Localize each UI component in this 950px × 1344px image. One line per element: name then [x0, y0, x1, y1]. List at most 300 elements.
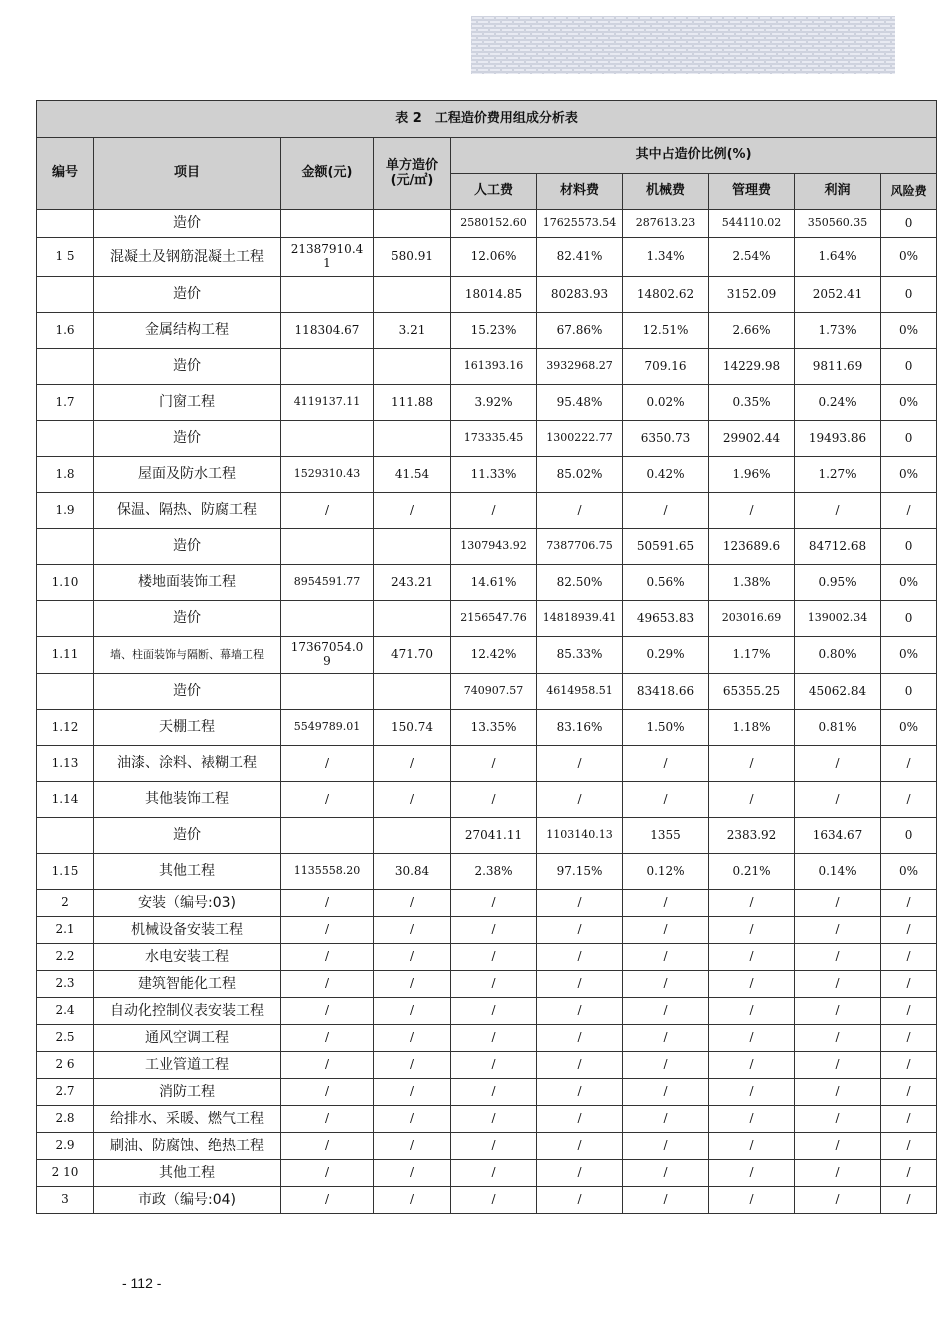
cell-amount: / — [281, 1187, 374, 1214]
cell-amount: 17367054.09 — [281, 637, 374, 674]
table-row — [37, 421, 937, 457]
cell-profit: / — [795, 1187, 881, 1214]
cell-amount — [281, 421, 374, 457]
table-row — [37, 1052, 937, 1079]
cell-management: / — [709, 1160, 795, 1187]
cell-machine: 287613.23 — [623, 210, 709, 238]
cell-risk: 0% — [881, 385, 937, 421]
cell-no — [37, 349, 94, 385]
cell-machine: 0.29% — [623, 637, 709, 674]
cell-labor: / — [451, 944, 537, 971]
cell-management: 65355.25 — [709, 674, 795, 710]
cell-item: 机械设备安装工程 — [94, 917, 281, 944]
cell-labor: 1307943.92 — [451, 529, 537, 565]
cell-management: / — [709, 746, 795, 782]
cell-unit-cost: / — [374, 1160, 451, 1187]
cell-profit: 1.73% — [795, 313, 881, 349]
table-row — [37, 710, 937, 746]
cell-material: 95.48% — [537, 385, 623, 421]
cell-risk: 0 — [881, 349, 937, 385]
cell-risk: / — [881, 782, 937, 818]
cell-material: / — [537, 917, 623, 944]
cell-item: 楼地面装饰工程 — [94, 565, 281, 601]
cell-no: 1.14 — [37, 782, 94, 818]
cell-risk: / — [881, 493, 937, 529]
cell-management: / — [709, 1133, 795, 1160]
cell-management: / — [709, 493, 795, 529]
cell-machine: 1355 — [623, 818, 709, 854]
cell-profit: / — [795, 1052, 881, 1079]
cell-material: 1300222.77 — [537, 421, 623, 457]
cell-risk: / — [881, 1133, 937, 1160]
cell-item: 建筑智能化工程 — [94, 971, 281, 998]
cell-item: 其他工程 — [94, 1160, 281, 1187]
cell-no — [37, 421, 94, 457]
cell-material: 85.33% — [537, 637, 623, 674]
cell-unit-cost — [374, 601, 451, 637]
cell-item: 混凝土及钢筋混凝土工程 — [94, 238, 281, 277]
cell-risk: / — [881, 1025, 937, 1052]
cell-item: 油漆、涂料、裱糊工程 — [94, 746, 281, 782]
cell-machine: 83418.66 — [623, 674, 709, 710]
cell-machine: / — [623, 493, 709, 529]
table-row — [37, 210, 937, 238]
cell-amount — [281, 277, 374, 313]
cell-machine: 12.51% — [623, 313, 709, 349]
table-row — [37, 493, 937, 529]
cell-amount — [281, 210, 374, 238]
header-risk: 风险费 — [881, 174, 937, 210]
cell-risk: 0 — [881, 601, 937, 637]
cell-item: 墙、柱面装饰与隔断、幕墙工程 — [94, 637, 281, 674]
header-material: 材料费 — [537, 174, 623, 210]
cell-labor: / — [451, 998, 537, 1025]
cell-material: / — [537, 1052, 623, 1079]
cell-management: 203016.69 — [709, 601, 795, 637]
cell-profit: / — [795, 1160, 881, 1187]
cell-profit: 2052.41 — [795, 277, 881, 313]
cell-item: 金属结构工程 — [94, 313, 281, 349]
cell-no: 1.13 — [37, 746, 94, 782]
cell-amount: 1529310.43 — [281, 457, 374, 493]
cell-risk: / — [881, 1160, 937, 1187]
cell-no — [37, 818, 94, 854]
header-unit-cost — [374, 138, 451, 210]
cell-item: 造价 — [94, 421, 281, 457]
cell-management: / — [709, 1106, 795, 1133]
page-number: - 112 - — [122, 1275, 162, 1291]
cell-profit: / — [795, 1133, 881, 1160]
cell-machine: / — [623, 1160, 709, 1187]
cell-risk: / — [881, 944, 937, 971]
cell-material: 67.86% — [537, 313, 623, 349]
cell-material: / — [537, 746, 623, 782]
cell-risk: / — [881, 998, 937, 1025]
cell-management: 1.96% — [709, 457, 795, 493]
cell-material: / — [537, 1160, 623, 1187]
cell-unit-cost: / — [374, 944, 451, 971]
cell-risk: 0 — [881, 210, 937, 238]
cell-no: 2.3 — [37, 971, 94, 998]
cell-no: 2 10 — [37, 1160, 94, 1187]
cell-management: 1.18% — [709, 710, 795, 746]
cell-unit-cost: 150.74 — [374, 710, 451, 746]
cell-unit-cost: / — [374, 1187, 451, 1214]
cost-analysis-table — [36, 100, 937, 1214]
cell-labor: 11.33% — [451, 457, 537, 493]
cell-labor: / — [451, 1187, 537, 1214]
table-title: 表 2 工程造价费用组成分析表 — [37, 101, 937, 138]
cell-management: / — [709, 944, 795, 971]
cell-unit-cost — [374, 421, 451, 457]
cell-profit: 139002.34 — [795, 601, 881, 637]
cell-no — [37, 674, 94, 710]
cell-material: 1103140.13 — [537, 818, 623, 854]
cell-unit-cost: / — [374, 971, 451, 998]
cell-amount: / — [281, 1025, 374, 1052]
cell-amount — [281, 818, 374, 854]
header-brick-pattern — [471, 16, 895, 74]
cell-machine: 6350.73 — [623, 421, 709, 457]
cell-item: 通风空调工程 — [94, 1025, 281, 1052]
cell-amount — [281, 349, 374, 385]
cell-no: 2.5 — [37, 1025, 94, 1052]
cell-no: 1.6 — [37, 313, 94, 349]
cell-management: 1.38% — [709, 565, 795, 601]
cell-item: 水电安装工程 — [94, 944, 281, 971]
header-management: 管理费 — [709, 174, 795, 210]
cell-risk: 0 — [881, 818, 937, 854]
cell-amount — [281, 674, 374, 710]
cell-machine: 709.16 — [623, 349, 709, 385]
cell-management: 0.21% — [709, 854, 795, 890]
cell-unit-cost: / — [374, 493, 451, 529]
cell-labor: 12.42% — [451, 637, 537, 674]
cell-labor: 2.38% — [451, 854, 537, 890]
cell-risk: 0 — [881, 421, 937, 457]
cell-unit-cost: 471.70 — [374, 637, 451, 674]
cell-material: / — [537, 1079, 623, 1106]
table-row — [37, 854, 937, 890]
cell-material: / — [537, 998, 623, 1025]
cell-management: / — [709, 998, 795, 1025]
cell-unit-cost: / — [374, 1025, 451, 1052]
cell-amount: / — [281, 1160, 374, 1187]
cell-profit: / — [795, 890, 881, 917]
cell-unit-cost: 3.21 — [374, 313, 451, 349]
cell-amount: / — [281, 746, 374, 782]
header-profit: 利润 — [795, 174, 881, 210]
cell-machine: / — [623, 998, 709, 1025]
cell-management: 14229.98 — [709, 349, 795, 385]
cell-no: 2 — [37, 890, 94, 917]
table-row — [37, 1187, 937, 1214]
cell-item: 给排水、采暖、燃气工程 — [94, 1106, 281, 1133]
cell-item: 刷油、防腐蚀、绝热工程 — [94, 1133, 281, 1160]
cell-unit-cost — [374, 210, 451, 238]
table-row — [37, 746, 937, 782]
table-row — [37, 782, 937, 818]
cell-profit: 0.81% — [795, 710, 881, 746]
cell-item: 消防工程 — [94, 1079, 281, 1106]
cell-management: 3152.09 — [709, 277, 795, 313]
cell-profit: / — [795, 493, 881, 529]
cell-material: / — [537, 493, 623, 529]
cell-material: 85.02% — [537, 457, 623, 493]
table-row — [37, 971, 937, 998]
cell-labor: / — [451, 917, 537, 944]
cell-risk: 0% — [881, 313, 937, 349]
cell-amount: / — [281, 917, 374, 944]
cell-no: 1.12 — [37, 710, 94, 746]
cell-no: 2.8 — [37, 1106, 94, 1133]
cell-machine: 0.42% — [623, 457, 709, 493]
cell-machine: / — [623, 1052, 709, 1079]
cell-labor: 740907.57 — [451, 674, 537, 710]
cell-amount: 1135558.20 — [281, 854, 374, 890]
cell-machine: / — [623, 890, 709, 917]
cell-management: / — [709, 971, 795, 998]
cell-management: / — [709, 1025, 795, 1052]
cell-item: 造价 — [94, 210, 281, 238]
cell-unit-cost — [374, 277, 451, 313]
cell-machine: / — [623, 917, 709, 944]
cell-amount — [281, 601, 374, 637]
cell-no: 2.2 — [37, 944, 94, 971]
cell-unit-cost: / — [374, 917, 451, 944]
header-no: 编号 — [37, 138, 94, 210]
table-row — [37, 944, 937, 971]
cell-machine: 0.56% — [623, 565, 709, 601]
cell-profit: / — [795, 782, 881, 818]
cell-unit-cost: / — [374, 782, 451, 818]
cell-profit: 1634.67 — [795, 818, 881, 854]
cell-no — [37, 601, 94, 637]
cell-no: 1.15 — [37, 854, 94, 890]
cell-material: / — [537, 1187, 623, 1214]
cell-amount: 5549789.01 — [281, 710, 374, 746]
cell-risk: 0% — [881, 238, 937, 277]
cell-item: 造价 — [94, 601, 281, 637]
table-row — [37, 565, 937, 601]
cell-unit-cost: / — [374, 1106, 451, 1133]
cell-no: 3 — [37, 1187, 94, 1214]
table-row — [37, 601, 937, 637]
cell-no: 1.11 — [37, 637, 94, 674]
cell-unit-cost: 243.21 — [374, 565, 451, 601]
cell-item: 工业管道工程 — [94, 1052, 281, 1079]
table-row — [37, 818, 937, 854]
cell-unit-cost: / — [374, 1133, 451, 1160]
table-row — [37, 238, 937, 277]
cell-unit-cost: 111.88 — [374, 385, 451, 421]
cell-labor: / — [451, 1079, 537, 1106]
cell-item: 市政（编号:04) — [94, 1187, 281, 1214]
cell-item: 造价 — [94, 349, 281, 385]
cell-labor: 12.06% — [451, 238, 537, 277]
header-unit-cost-unit: (元/㎡) — [390, 172, 434, 188]
cell-amount: 8954591.77 — [281, 565, 374, 601]
cell-labor: 2156547.76 — [451, 601, 537, 637]
cell-labor: / — [451, 493, 537, 529]
cell-no: 2 6 — [37, 1052, 94, 1079]
cell-management: / — [709, 1079, 795, 1106]
cell-material: / — [537, 782, 623, 818]
cell-amount: / — [281, 1106, 374, 1133]
table-row — [37, 1160, 937, 1187]
table-row — [37, 998, 937, 1025]
cell-labor: 27041.11 — [451, 818, 537, 854]
cell-machine: 0.12% — [623, 854, 709, 890]
cell-material: / — [537, 944, 623, 971]
cell-management: / — [709, 1052, 795, 1079]
cell-amount: / — [281, 998, 374, 1025]
cell-labor: 161393.16 — [451, 349, 537, 385]
cell-machine: / — [623, 782, 709, 818]
cell-management: 123689.6 — [709, 529, 795, 565]
cell-management: 0.35% — [709, 385, 795, 421]
cell-material: / — [537, 971, 623, 998]
cell-profit: / — [795, 998, 881, 1025]
header-amount: 金额(元) — [281, 138, 374, 210]
cell-management: / — [709, 1187, 795, 1214]
cell-unit-cost: / — [374, 998, 451, 1025]
cell-profit: 19493.86 — [795, 421, 881, 457]
cell-profit: 0.95% — [795, 565, 881, 601]
cell-management: 29902.44 — [709, 421, 795, 457]
cell-machine: / — [623, 1187, 709, 1214]
cell-material: / — [537, 890, 623, 917]
cell-unit-cost — [374, 818, 451, 854]
cell-risk: / — [881, 746, 937, 782]
cell-risk: / — [881, 917, 937, 944]
cell-unit-cost: / — [374, 1052, 451, 1079]
table-row — [37, 1133, 937, 1160]
cell-labor: / — [451, 890, 537, 917]
cell-machine: / — [623, 746, 709, 782]
cell-labor: 173335.45 — [451, 421, 537, 457]
cell-amount: / — [281, 890, 374, 917]
cell-labor: 2580152.60 — [451, 210, 537, 238]
cell-management: / — [709, 917, 795, 944]
cell-risk: / — [881, 890, 937, 917]
cell-unit-cost — [374, 349, 451, 385]
cell-machine: / — [623, 1079, 709, 1106]
cell-amount: / — [281, 971, 374, 998]
cell-risk: / — [881, 971, 937, 998]
cell-amount — [281, 529, 374, 565]
cell-labor: / — [451, 1106, 537, 1133]
cell-unit-cost — [374, 529, 451, 565]
table-row — [37, 385, 937, 421]
cell-unit-cost — [374, 674, 451, 710]
cell-no: 2.7 — [37, 1079, 94, 1106]
cell-item: 其他工程 — [94, 854, 281, 890]
cell-risk: / — [881, 1106, 937, 1133]
cell-item: 造价 — [94, 674, 281, 710]
cell-material: 3932968.27 — [537, 349, 623, 385]
cell-management: 544110.02 — [709, 210, 795, 238]
cell-machine: / — [623, 971, 709, 998]
cell-amount: / — [281, 1079, 374, 1106]
cell-profit: 350560.35 — [795, 210, 881, 238]
cell-machine: / — [623, 944, 709, 971]
cell-profit: / — [795, 917, 881, 944]
cell-unit-cost: 30.84 — [374, 854, 451, 890]
cell-profit: 0.80% — [795, 637, 881, 674]
cell-unit-cost: 41.54 — [374, 457, 451, 493]
cell-item: 造价 — [94, 529, 281, 565]
header-ratio-group: 其中占造价比例(%) — [451, 138, 937, 174]
cell-material: 4614958.51 — [537, 674, 623, 710]
cell-material: 82.41% — [537, 238, 623, 277]
cell-profit: 84712.68 — [795, 529, 881, 565]
table-row — [37, 313, 937, 349]
cell-labor: / — [451, 782, 537, 818]
cell-item: 造价 — [94, 277, 281, 313]
cell-risk: 0% — [881, 565, 937, 601]
table-row — [37, 637, 937, 674]
cell-profit: / — [795, 746, 881, 782]
cell-management: / — [709, 890, 795, 917]
cell-risk: 0% — [881, 637, 937, 674]
cell-unit-cost: 580.91 — [374, 238, 451, 277]
cell-material: 17625573.54 — [537, 210, 623, 238]
cell-labor: / — [451, 1025, 537, 1052]
cell-risk: 0% — [881, 457, 937, 493]
cell-labor: / — [451, 1160, 537, 1187]
cell-machine: 1.50% — [623, 710, 709, 746]
cell-profit: / — [795, 971, 881, 998]
cell-no — [37, 277, 94, 313]
cell-machine: 1.34% — [623, 238, 709, 277]
cell-unit-cost: / — [374, 746, 451, 782]
table-row — [37, 529, 937, 565]
table-row — [37, 1079, 937, 1106]
header-unit-cost-label: 单方造价 — [385, 157, 438, 173]
cell-risk: 0% — [881, 854, 937, 890]
table-row — [37, 1106, 937, 1133]
header-labor: 人工费 — [451, 174, 537, 210]
cell-item: 造价 — [94, 818, 281, 854]
cell-no: 2.1 — [37, 917, 94, 944]
cell-management: 2.66% — [709, 313, 795, 349]
header-machine: 机械费 — [623, 174, 709, 210]
cell-machine: / — [623, 1106, 709, 1133]
cell-labor: 3.92% — [451, 385, 537, 421]
cell-material: / — [537, 1133, 623, 1160]
cell-machine: 14802.62 — [623, 277, 709, 313]
cell-amount: 118304.67 — [281, 313, 374, 349]
cell-item: 门窗工程 — [94, 385, 281, 421]
cell-management: 1.17% — [709, 637, 795, 674]
cell-amount: / — [281, 493, 374, 529]
cell-machine: / — [623, 1025, 709, 1052]
cell-material: 83.16% — [537, 710, 623, 746]
table-row — [37, 457, 937, 493]
cell-no: 1.10 — [37, 565, 94, 601]
cell-labor: / — [451, 1052, 537, 1079]
cell-machine: 0.02% — [623, 385, 709, 421]
cell-no — [37, 210, 94, 238]
cell-no: 2.9 — [37, 1133, 94, 1160]
table-row — [37, 1025, 937, 1052]
cell-risk: 0 — [881, 674, 937, 710]
cell-item: 保温、隔热、防腐工程 — [94, 493, 281, 529]
cell-unit-cost: / — [374, 890, 451, 917]
cell-labor: 15.23% — [451, 313, 537, 349]
cell-material: / — [537, 1025, 623, 1052]
